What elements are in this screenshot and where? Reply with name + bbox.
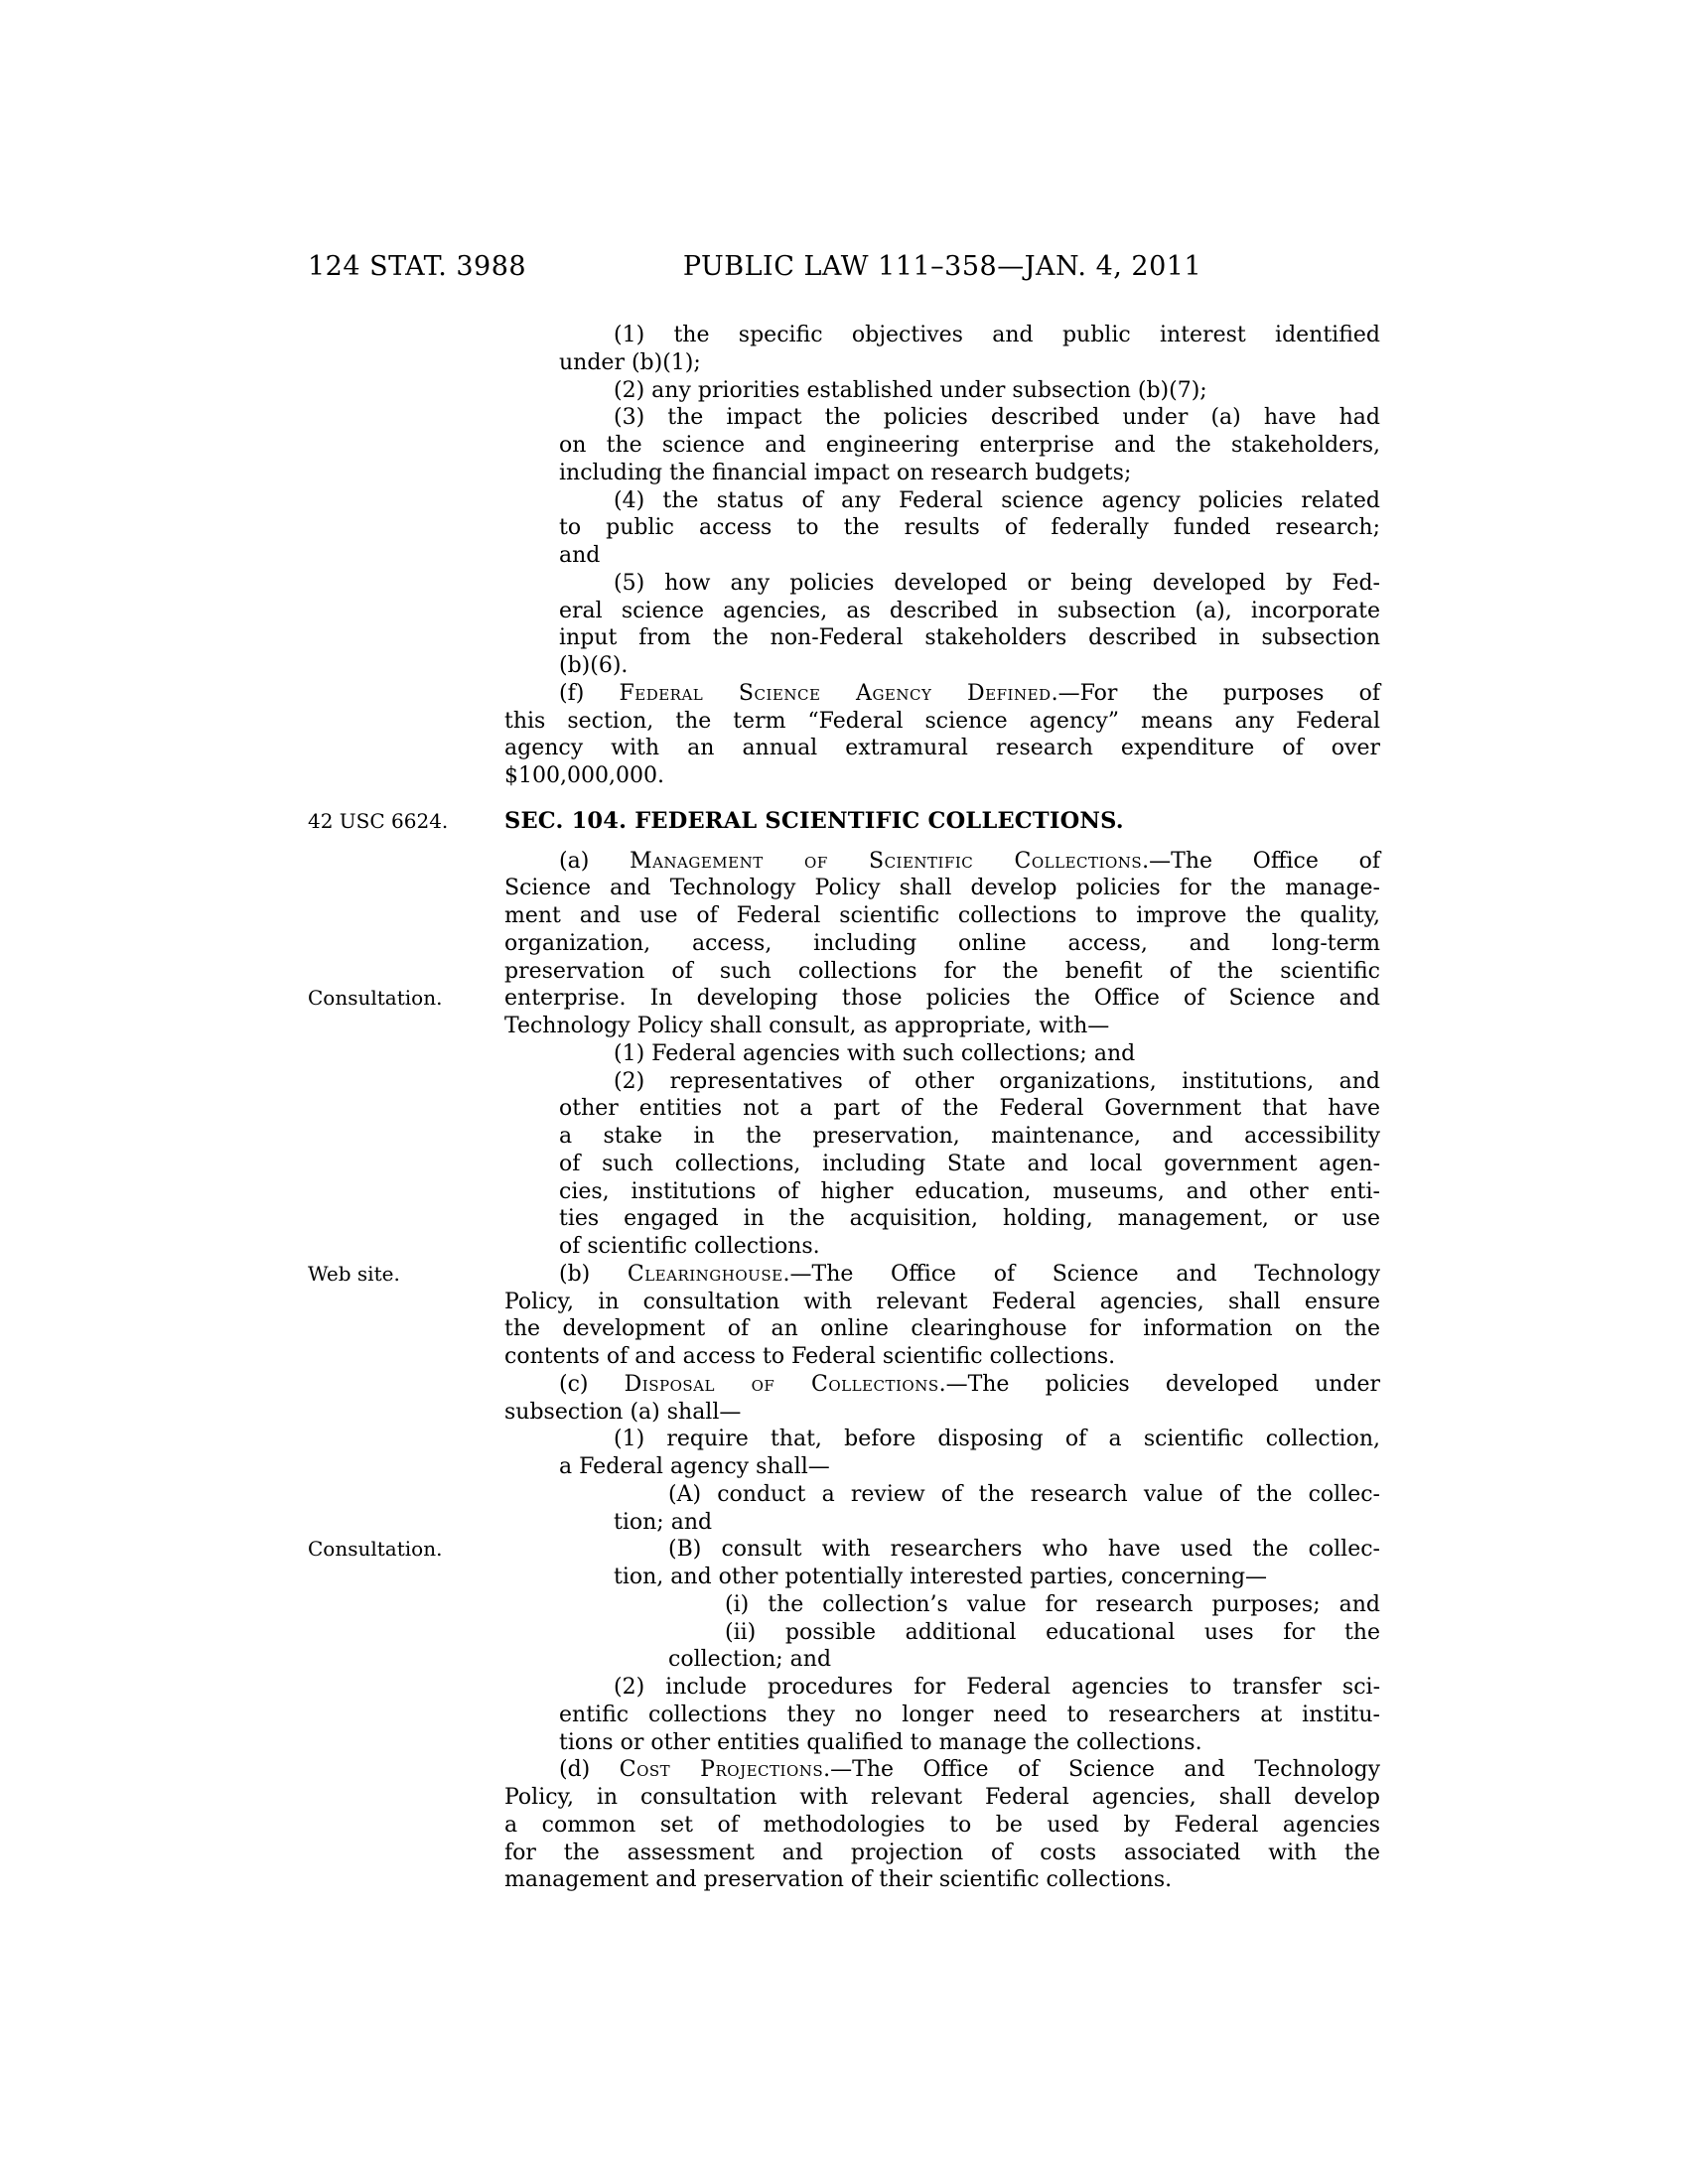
text-line: the development of an online clearinghouse for information on the	[504, 1316, 1380, 1342]
text-line: a Federal agency shall—	[559, 1454, 830, 1479]
text-line: (ii) possible additional educational uses for the	[725, 1619, 1380, 1645]
text-line: collection; and	[668, 1647, 832, 1673]
text-line: a common set of methodologies to be used by Federal agencies	[504, 1812, 1380, 1838]
section-heading: SEC. 104. FEDERAL SCIENTIFIC COLLECTIONS.	[504, 807, 1124, 834]
paragraph	[504, 1481, 1380, 1537]
paragraph	[504, 1040, 1380, 1068]
text-line: (d) Cost Projections.—The Office of Science and Technology	[559, 1757, 1380, 1783]
text-line: (1) require that, before disposing of a scientific collection,	[614, 1427, 1380, 1452]
text-line: and	[559, 543, 601, 568]
text-line: this section, the term “Federal science agency” means any Federal	[504, 708, 1380, 734]
paragraph	[504, 1371, 1380, 1427]
text-line: on the science and engineering enterprise and the stakeholders,	[559, 433, 1380, 458]
text-line: (a) Management of Scientific Collections.—The Office of	[559, 848, 1380, 874]
text-line: ties engaged in the acquisition, holding, management, or use	[559, 1206, 1380, 1232]
text-line: (1) Federal agencies with such collections; and	[614, 1040, 1136, 1066]
text-line: Policy, in consultation with relevant Federal agencies, shall ensure	[504, 1289, 1380, 1314]
text-line: a stake in the preservation, maintenance, and accessibility	[559, 1124, 1380, 1149]
text-line: tions or other entities qualified to manage the collections.	[559, 1729, 1202, 1755]
text-line: $100,000,000.	[504, 763, 664, 788]
text-line: to public access to the results of federally funded research;	[559, 515, 1380, 541]
small-caps-text: Federal Science Agency Defined	[619, 680, 1052, 706]
paragraph	[504, 377, 1380, 405]
text-line: preservation of such collections for the benefit of the scientific	[504, 958, 1380, 984]
paragraph	[504, 1674, 1380, 1756]
page-law-title: PUBLIC LAW 111–358—JAN. 4, 2011	[682, 251, 1202, 282]
text-line: of such collections, including State and local government agen-	[559, 1151, 1380, 1176]
text-line: contents of and access to Federal scientific collections.	[504, 1344, 1116, 1369]
small-caps-text: Cost Projections	[619, 1757, 824, 1783]
small-caps-text: Clearinghouse	[627, 1261, 783, 1287]
text-line: (A) conduct a review of the research value of the collec-	[668, 1481, 1380, 1507]
text-line: subsection (a) shall—	[504, 1399, 742, 1425]
text-line: including the financial impact on research budgets;	[559, 460, 1132, 485]
margin-note: Consultation.	[308, 1537, 443, 1562]
text-line: eral science agencies, as described in subsection (a), incorporate	[559, 598, 1380, 623]
text-line: (B) consult with researchers who have used the collec-	[668, 1537, 1380, 1563]
text-line: Science and Technology Policy shall develop policies for the manage-	[504, 876, 1380, 901]
page-stat-number: 124 STAT. 3988	[308, 251, 527, 282]
text-line: (b)(6).	[559, 653, 629, 678]
text-line: (f) Federal Science Agency Defined.—For the purposes of	[559, 680, 1380, 706]
paragraph	[504, 1068, 1380, 1261]
text-line: (1) the specific objectives and public interest identified	[614, 323, 1380, 347]
text-line: (2) any priorities established under subsection (b)(7);	[614, 377, 1207, 403]
paragraph	[504, 1591, 1380, 1619]
text-line: Policy, in consultation with relevant Federal agencies, shall develop	[504, 1785, 1380, 1810]
paragraph	[504, 1619, 1380, 1675]
text-line: (b) Clearinghouse.—The Office of Science and Technology	[559, 1261, 1380, 1287]
text-line: (4) the status of any Federal science agency policies related	[614, 487, 1380, 513]
text-line: of scientific collections.	[559, 1234, 820, 1259]
paragraph	[504, 1426, 1380, 1481]
paragraph	[504, 570, 1380, 680]
paragraph	[504, 322, 1380, 377]
margin-note: Consultation.	[308, 986, 443, 1011]
paragraph	[504, 1261, 1380, 1371]
text-line: (2) representatives of other organizations, institutions, and	[614, 1068, 1380, 1094]
margin-note: Web site.	[308, 1261, 400, 1286]
paragraph	[504, 680, 1380, 790]
text-line: entific collections they no longer need to researchers at institu-	[559, 1702, 1380, 1727]
text-line: (i) the collection’s value for research purposes; and	[725, 1591, 1380, 1617]
text-line: agency with an annual extramural research expenditure of over	[504, 736, 1380, 761]
small-caps-text: Management of Scientific Collections	[630, 848, 1143, 874]
text-line: ment and use of Federal scientific collections to improve the quality,	[504, 903, 1380, 928]
paragraph	[504, 404, 1380, 486]
text-line: other entities not a part of the Federal Government that have	[559, 1096, 1380, 1122]
paragraph	[504, 1536, 1380, 1591]
text-line: (5) how any policies developed or being developed by Fed-	[614, 570, 1380, 596]
text-line: Technology Policy shall consult, as appropriate, with—	[504, 1014, 1110, 1038]
text-line: for the assessment and projection of costs associated with the	[504, 1840, 1380, 1865]
text-line: organization, access, including online access, and long-term	[504, 930, 1380, 956]
margin-note: 42 USC 6624.	[308, 808, 449, 833]
text-line: cies, institutions of higher education, museums, and other enti-	[559, 1178, 1380, 1204]
paragraph	[504, 1756, 1380, 1894]
small-caps-text: Disposal of Collections	[624, 1371, 939, 1397]
text-line: under (b)(1);	[559, 349, 701, 375]
text-line: (3) the impact the policies described under (a) have had	[614, 405, 1380, 431]
text-line: tion; and	[614, 1509, 713, 1535]
text-line: (2) include procedures for Federal agencies to transfer sci-	[614, 1675, 1380, 1700]
paragraph	[504, 487, 1380, 570]
text-line: (c) Disposal of Collections.—The policies developed under	[559, 1371, 1380, 1397]
text-line: tion, and other potentially interested parties, concerning—	[614, 1565, 1268, 1589]
text-line: enterprise. In developing those policies the Office of Science and	[504, 986, 1380, 1012]
body-text	[504, 322, 1380, 1894]
paragraph	[504, 848, 1380, 1040]
text-line: management and preservation of their scientific collections.	[504, 1867, 1173, 1893]
text-line: input from the non-Federal stakeholders described in subsection	[559, 625, 1380, 651]
